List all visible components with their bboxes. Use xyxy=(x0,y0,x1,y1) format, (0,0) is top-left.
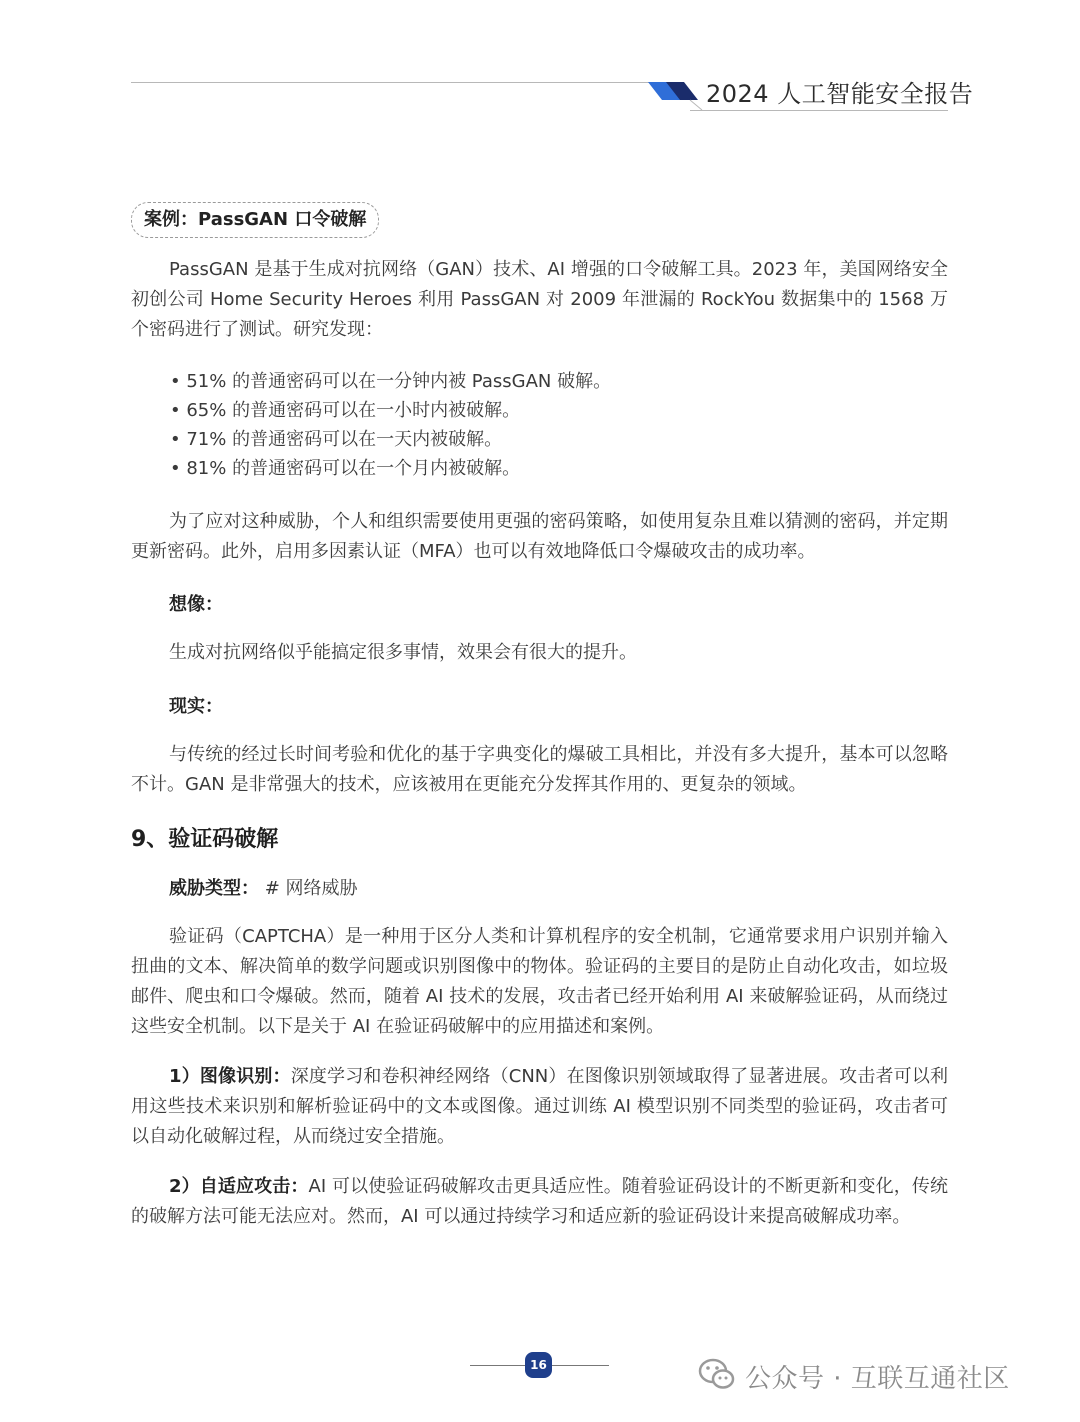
imagine-paragraph: 生成对抗网络似乎能搞定很多事情，效果会有很大的提升。 xyxy=(169,642,637,663)
captcha-intro-paragraph: 验证码（CAPTCHA）是一种用于区分人类和计算机程序的安全机制，它通常要求用户识别并输入扭曲的文本、解决简单的数学问题或识别图像中的物体。验证码的主要目的是防止自动化攻击，如垃圾邮件、爬虫和口令爆破。然而，随着 AI 技术的发展，攻击者已经开始利用 AI 来破解验证码，从而绕过这些安全机制。以下是关于 AI 在验证码破解中的应用描述和案例。 xyxy=(131,926,948,1037)
header-rule-right xyxy=(690,110,948,111)
page-number-badge: 16 xyxy=(525,1352,552,1378)
header-chevron-icon xyxy=(640,74,710,110)
header-title: 2024 人工智能安全报告 xyxy=(706,80,974,108)
threat-type-value: # 网络威胁 xyxy=(259,878,358,899)
finding-item-3: • 71% 的普通密码可以在一天内被破解。 xyxy=(170,429,503,450)
case-intro-paragraph: PassGAN 是基于生成对抗网络（GAN）技术、AI 增强的口令破解工具。2023 年，美国网络安全初创公司 Home Security Heroes 利用 PassGAN 对 2009 年泄漏的 RockYou 数据集中的 1568 万个密码进行了测试。研究发现： xyxy=(131,259,948,340)
footer-rule-left xyxy=(470,1365,525,1366)
watermark-text: 公众号 · 互联互通社区 xyxy=(745,1364,1010,1394)
case-label-pill: 案例：PassGAN 口令破解 xyxy=(131,202,379,238)
finding-item-1: • 51% 的普通密码可以在一分钟内被 PassGAN 破解。 xyxy=(170,371,612,392)
wechat-icon xyxy=(698,1356,736,1392)
image-recognition-text: 深度学习和卷积神经网络（CNN）在图像识别领域取得了显著进展。攻击者可以利用这些技术来识别和解析验证码中的文本或图像。通过训练 AI 模型识别不同类型的验证码，攻击者可以自动化破解过程，从而绕过安全措施。 xyxy=(131,1066,948,1147)
section-heading-captcha: 9、验证码破解 xyxy=(131,827,279,852)
adaptive-attack-text: AI 可以使验证码破解攻击更具适应性。随着验证码设计的不断更新和变化，传统的破解方法可能无法应对。然而，AI 可以通过持续学习和适应新的验证码设计来提高破解成功率。 xyxy=(131,1176,948,1227)
header-rule xyxy=(131,82,649,83)
image-recognition-label: 1）图像识别： xyxy=(169,1066,291,1087)
threat-type-line xyxy=(169,874,358,900)
reality-heading: 现实： xyxy=(169,696,223,717)
reality-paragraph: 与传统的经过长时间考验和优化的基于字典变化的爆破工具相比，并没有多大提升，基本可以忽略不计。GAN 是非常强大的技术，应该被用在更能充分发挥其作用的、更复杂的领域。 xyxy=(131,744,948,795)
finding-item-2: • 65% 的普通密码可以在一小时内被破解。 xyxy=(170,400,521,421)
image-recognition-paragraph xyxy=(131,1062,948,1152)
mitigation-paragraph: 为了应对这种威胁，个人和组织需要使用更强的密码策略，如使用复杂且难以猜测的密码，并定期更新密码。此外，启用多因素认证（MFA）也可以有效地降低口令爆破攻击的成功率。 xyxy=(131,511,948,562)
footer-rule-right xyxy=(552,1365,609,1366)
adaptive-attack-label: 2）自适应攻击： xyxy=(169,1176,309,1197)
threat-type-label: 威胁类型： xyxy=(169,878,259,899)
finding-item-4: • 81% 的普通密码可以在一个月内被破解。 xyxy=(170,458,521,479)
imagine-heading: 想像： xyxy=(169,594,223,615)
adaptive-attack-paragraph xyxy=(131,1172,948,1232)
